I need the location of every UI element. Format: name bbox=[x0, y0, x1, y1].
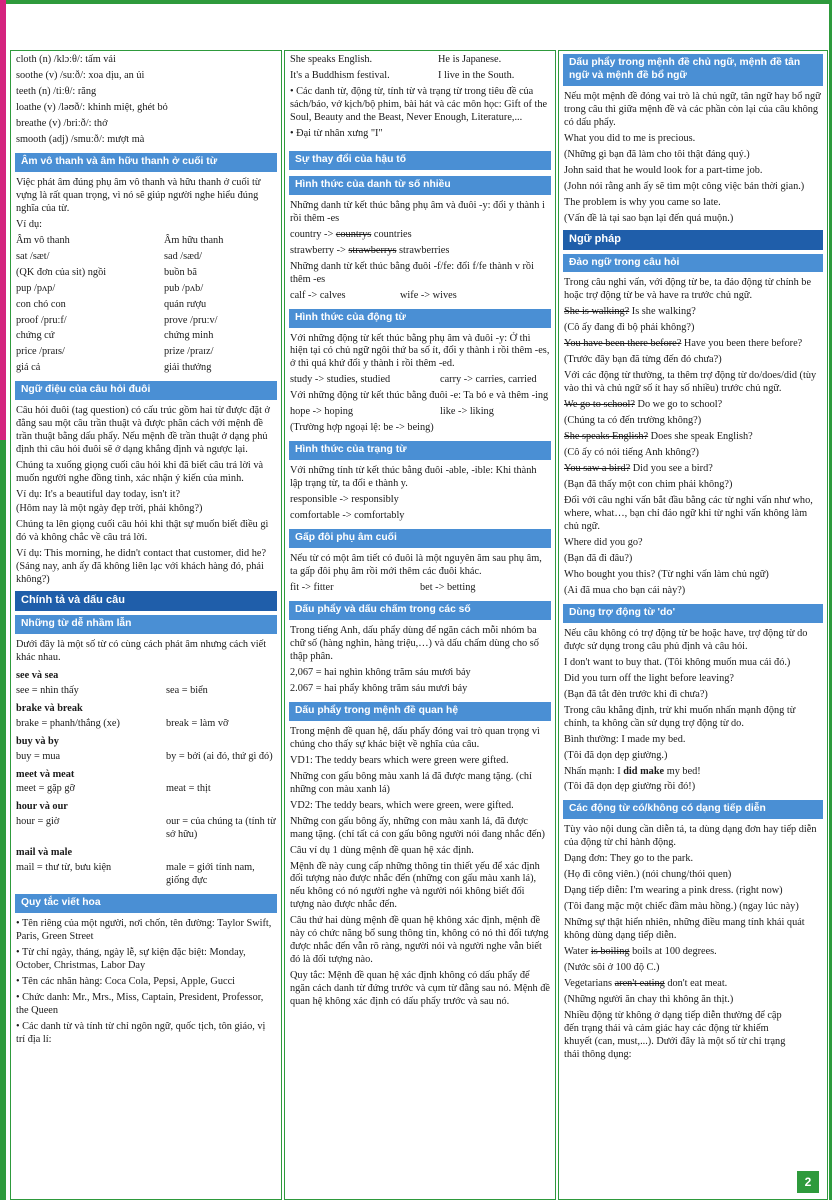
voiced-pair-row-left: (QK đơn của sit) ngồi bbox=[16, 266, 107, 278]
homophone-pair bbox=[16, 862, 276, 888]
section-heading-capitalization: Quy tắc viết hoa bbox=[15, 894, 277, 913]
section-heading-double-consonant: Gấp đôi phụ âm cuối bbox=[289, 529, 551, 548]
column-middle bbox=[284, 50, 556, 1200]
example-left: She speaks English. bbox=[290, 54, 373, 65]
vocab-item: breathe (v) /briːð/: thở bbox=[16, 117, 108, 129]
inversion-wh-examples bbox=[564, 537, 822, 598]
continuous-example-2: Vegetarians aren't eating don't eat meat. bbox=[564, 978, 728, 990]
inversion-example-1-translation: (Cô ấy đang đi bộ phải không?) bbox=[564, 322, 695, 334]
capitalization-item: • Tên riêng của một người, nơi chốn, tên đường: Taylor Swift, Paris, Green Street bbox=[16, 918, 272, 943]
voiced-pair-row-left: con chó con bbox=[16, 298, 66, 310]
voiced-pair-row bbox=[16, 299, 276, 312]
inversion-example-5: You saw a bird? Did you see a bird? bbox=[564, 463, 713, 475]
subject-clause-line: (Vấn đề là tại sao bạn lại đến quá muộn.) bbox=[564, 212, 734, 224]
subject-clause-line: (John nói rằng anh ấy sẽ tìm một công việc bán thời gian.) bbox=[564, 180, 805, 192]
continuous-example-line: (Tôi đang mặc một chiếc đầm màu hồng.) (ngay lúc này) bbox=[564, 901, 799, 913]
relative-vd2: VD2: The teddy bears, which were green, were gifted. bbox=[290, 799, 514, 811]
verb-exception: (Trường hợp ngoại lệ: be -> being) bbox=[290, 422, 434, 434]
continuous-example-line: Dạng tiếp diễn: I'm wearing a pink dress. (right now) bbox=[564, 885, 783, 897]
adverb-example-1: responsible -> responsibly bbox=[290, 494, 399, 506]
inversion-example-2: You have been there before? Have you been there before? bbox=[564, 338, 803, 350]
do-example-line: I don't want to buy that. (Tôi không muốn mua cái đó.) bbox=[564, 656, 791, 668]
section-heading-verb: Hình thức của động từ bbox=[289, 309, 551, 328]
homophone-pair bbox=[16, 816, 276, 842]
verb-rule-y: Với những động từ kết thúc bằng phụ âm và đuôi -y: Ở thì hiện tại có chủ ngữ ngôi thứ ba số ít, đổi y thành i rồi thêm -es, ở thì quá khứ đổi y thành i rồi thêm -ed. bbox=[290, 332, 550, 370]
voiced-pair-row-right: prize /praɪz/ bbox=[164, 346, 214, 358]
homophone-pair bbox=[16, 751, 276, 764]
subject-clause-line: The problem is why you came so late. bbox=[564, 196, 721, 208]
plural-rule-f: Những danh từ kết thúc bằng đuôi -f/fe: đổi f/fe thành v rồi thêm -es bbox=[290, 260, 534, 285]
subject-clause-line: (Những gì bạn đã làm cho tôi thật đáng quý.) bbox=[564, 148, 750, 160]
example-left: It's a Buddhism festival. bbox=[290, 69, 390, 81]
relative-rule: Quy tắc: Mệnh đề quan hệ xác định không có dấu phẩy để ngăn cách danh từ đứng trước và cụm từ đằng sau nó. Mệnh đề quan hệ không xác định có dấu phẩy trước và sau nó. bbox=[290, 970, 550, 1008]
top-edge-band bbox=[0, 0, 832, 4]
relative-vd2-translation: Những con gấu bông ấy, những con màu xanh lá, đã được mang tặng. (chỉ tất cả con gấu bông người nói đang nhắc đến) bbox=[290, 815, 545, 840]
tag-rising: Chúng ta lên giọng cuối câu hỏi khi thật sự muốn biết điều gì đó và không chắc về câu trả lời. bbox=[16, 519, 269, 544]
subject-clause-line: John said that he would look for a part-time job. bbox=[564, 164, 763, 176]
relative-defining: Câu ví dụ 1 dùng mệnh đề quan hệ xác định. bbox=[290, 844, 474, 856]
homophone-pair-right: break = làm vỡ bbox=[166, 717, 229, 729]
column-right bbox=[558, 50, 828, 1200]
example-label: Ví dụ: bbox=[16, 218, 43, 230]
voiced-pair-row bbox=[16, 251, 276, 264]
do-normal-translation: (Tôi đã dọn dẹp giường.) bbox=[564, 749, 668, 761]
number-example-1: 2,067 = hai nghìn không trăm sáu mươi bảy bbox=[290, 666, 471, 678]
do-emphasis-rule: Trong câu khẳng định, trừ khi muốn nhấn mạnh động từ chính, ta không cần sử dụng trợ động từ do. bbox=[564, 704, 796, 729]
homophone-pair-right: male = giới tính nam, giống đực bbox=[166, 862, 255, 887]
do-emphasis-example: Nhấn mạnh: I did make my bed! bbox=[564, 765, 701, 777]
section-heading-homophones: Những từ dễ nhầm lẫn bbox=[15, 615, 277, 634]
column-left bbox=[10, 50, 282, 1200]
inversion-rule-wh: Đối với câu nghi vấn bắt đầu bằng các từ nghi vấn như who, where, what…, bạn chỉ đảo ngữ khi từ nghi vấn không làm chủ ngữ. bbox=[564, 495, 813, 532]
page-number-badge: 2 bbox=[797, 1171, 819, 1193]
inversion-rule-be: Trong câu nghi vấn, với động từ be, ta đảo động từ chính be hoặc trợ động từ be và have ra trước chủ ngữ. bbox=[564, 277, 812, 302]
voiced-pair-row-left: Âm vô thanh bbox=[16, 234, 70, 246]
capitalization-list bbox=[16, 918, 276, 1047]
page bbox=[10, 50, 830, 1200]
do-rule: Nếu câu không có trợ động từ be hoặc have, trợ động từ do được sử dụng trong câu phủ định và câu hỏi. bbox=[564, 627, 808, 652]
section-heading-spelling: Chính tả và dấu câu bbox=[15, 591, 277, 611]
example-pair bbox=[290, 70, 550, 83]
voiced-pair-row-left: sat /sæt/ bbox=[16, 250, 50, 262]
verb-example-2: hope -> hoping like -> liking bbox=[290, 406, 494, 418]
tag-example-1-translation: (Hôm nay là một ngày đẹp trời, phải không?) bbox=[16, 503, 203, 515]
homophone-title: meet và meat bbox=[16, 768, 75, 780]
voiced-pair-row-left: pup /pʌp/ bbox=[16, 282, 56, 294]
voiced-pair-row-right: quán rượu bbox=[164, 298, 207, 310]
double-rule: Nếu từ có một âm tiết có đuôi là một nguyên âm sau phụ âm, ta gấp đôi phụ âm rồi mới thêm các đuôi khác. bbox=[290, 553, 542, 578]
section-heading-relative-clause: Dấu phẩy trong mệnh đề quan hệ bbox=[289, 702, 551, 721]
voiced-pair-row-right: chứng minh bbox=[164, 330, 214, 342]
relative-vd1: VD1: The teddy bears which were green were gifted. bbox=[290, 754, 509, 766]
do-emphasis-translation: (Tôi đã dọn dẹp giường rồi đó!) bbox=[564, 781, 696, 793]
inversion-wh-line: Where did you go? bbox=[564, 536, 643, 548]
section-heading-tag-question: Ngữ điệu của câu hỏi đuôi bbox=[15, 381, 277, 400]
section-heading-continuous: Các động từ có/không có dạng tiếp diễn bbox=[563, 800, 823, 819]
voiced-pair-row bbox=[16, 315, 276, 328]
plural-rule-y: Những danh từ kết thúc bằng phụ âm và đuôi -y: đổi y thành i rồi thêm -es bbox=[290, 199, 545, 224]
homophone-pair-right: meat = thịt bbox=[166, 783, 211, 795]
homophone-pair bbox=[16, 685, 276, 698]
inversion-wh-line: (Bạn đã đi đâu?) bbox=[564, 552, 633, 564]
voiced-pair-row bbox=[16, 330, 276, 343]
subject-clause-line: What you did to me is precious. bbox=[564, 132, 696, 144]
homophone-pair-left: brake = phanh/thắng (xe) bbox=[16, 717, 120, 729]
voiced-pair-row-right: giải thưởng bbox=[164, 362, 212, 374]
left-edge-pink-band bbox=[0, 0, 6, 440]
verb-rule-e: Với những động từ kết thúc bằng đuôi -e: Ta bỏ e và thêm -ing bbox=[290, 390, 549, 402]
voiced-pairs-table bbox=[16, 235, 276, 376]
homophone-title: mail và male bbox=[16, 847, 73, 859]
voiced-intro: Việc phát âm đúng phụ âm vô thanh và hữu thanh ở cuối từ vựng là rất quan trọng, vì nó sẽ giúp người nghe hiểu đúng nghĩa của từ. bbox=[16, 176, 261, 214]
adverb-example-2: comfortable -> comfortably bbox=[290, 510, 405, 522]
inversion-example-2-translation: (Trước đây bạn đã từng đến đó chưa?) bbox=[564, 354, 722, 366]
relative-intro: Trong mệnh đề quan hệ, dấu phẩy đóng vai trò quan trọng vì chúng cho thấy sự khác biệt về nghĩa của câu. bbox=[290, 725, 540, 750]
voiced-pair-row-right: buồn bã bbox=[164, 266, 197, 278]
inversion-example-4: She speaks English? Does she speak English? bbox=[564, 431, 753, 443]
inversion-wh-line: (Ai đã mua cho bạn cái này?) bbox=[564, 584, 686, 596]
vocab-item: loathe (v) /ləʊð/: khinh miệt, ghét bỏ bbox=[16, 101, 168, 113]
homophone-title: see và sea bbox=[16, 669, 59, 681]
section-heading-inversion: Đảo ngữ trong câu hỏi bbox=[563, 254, 823, 273]
example-right: He is Japanese. bbox=[438, 54, 502, 65]
capitalization-item: • Tên các nhãn hàng: Coca Cola, Pepsi, Apple, Gucci bbox=[16, 976, 236, 988]
section-heading-grammar: Ngữ pháp bbox=[563, 230, 823, 250]
inversion-example-3-translation: (Chúng ta có đến trường không?) bbox=[564, 415, 702, 427]
voiced-pair-row-left: proof /pruːf/ bbox=[16, 314, 67, 326]
left-edge-green-band bbox=[0, 440, 6, 1200]
number-example-2: 2.067 = hai phẩy không trăm sáu mươi bảy bbox=[290, 682, 468, 694]
inversion-example-5-translation: (Bạn đã thấy một con chim phải không?) bbox=[564, 479, 733, 491]
section-heading-do: Dùng trợ động từ 'do' bbox=[563, 604, 823, 623]
relative-nondefining: Câu thứ hai dùng mệnh đề quan hệ không xác định, mệnh đề này có chức năng bổ sung thông tin, không có nó thì đối tượng được nhắc đến vẫn rõ ràng, người nói và người nghe vẫn biết đó là đối tượng nào. bbox=[290, 915, 549, 966]
subject-clause-examples bbox=[564, 133, 822, 226]
section-heading-plural: Hình thức của danh từ số nhiều bbox=[289, 176, 551, 195]
title-rule-bullet: • Các danh từ, động từ, tính từ và trạng từ trong tiêu đề của sách/báo, vở kịch/bộ phim, bài hát và các môn học: Gift of the Soul, Beauty and the Beast, Never Enough, Literature,... bbox=[290, 85, 548, 123]
capitalization-item: • Từ chỉ ngày, tháng, ngày lễ, sự kiện đặc biệt: Monday, October, Christmas, Labor Day bbox=[16, 947, 246, 972]
voiced-pair-row bbox=[16, 235, 276, 248]
tag-example-2: Ví dụ: This morning, he didn't contact that customer, did he? (Sáng nay, anh ấy đã không liên lạc với khách hàng đó, phải không?) bbox=[16, 548, 267, 585]
do-example-line: Did you turn off the light before leaving? bbox=[564, 672, 734, 684]
do-example-line: (Bạn đã tắt đèn trước khi đi chưa?) bbox=[564, 688, 708, 700]
homophone-pair-left: meet = gặp gỡ bbox=[16, 783, 76, 795]
homophone-title: hour và our bbox=[16, 801, 68, 813]
tag-example-1: Ví dụ: It's a beautiful day today, isn't it? bbox=[16, 489, 181, 501]
homophone-title: brake và break bbox=[16, 702, 83, 714]
voiced-pair-row-left: chứng cứ bbox=[16, 330, 55, 342]
vocab-item: teeth (n) /tiːθ/: răng bbox=[16, 85, 97, 97]
homophone-pair-left: buy = mua bbox=[16, 750, 61, 762]
voiced-pair-row-left: price /praɪs/ bbox=[16, 346, 65, 358]
homophone-pair-left: mail = thư từ, bưu kiện bbox=[16, 862, 112, 874]
section-heading-voiced: Âm vô thanh và âm hữu thanh ở cuối từ bbox=[15, 153, 277, 172]
voiced-pair-row-right: pub /pʌb/ bbox=[164, 282, 204, 294]
voiced-pair-row-right: sad /sæd/ bbox=[164, 250, 203, 262]
continuous-example-2-translation: (Những người ăn chay thì không ăn thịt.) bbox=[564, 994, 734, 1006]
continuous-examples bbox=[564, 853, 822, 914]
inversion-rule-do: Với các động từ thường, ta thêm trợ động từ do/does/did (tùy vào thì và chủ ngữ số ít hay số nhiều) trước chủ ngữ. bbox=[564, 370, 817, 395]
example-pair bbox=[290, 54, 550, 67]
homophone-pair-left: see = nhìn thấy bbox=[16, 684, 79, 696]
example-right: I live in the South. bbox=[438, 69, 515, 81]
plural-example-1: country -> countrys countries bbox=[290, 228, 412, 240]
pronoun-rule-bullet: • Đại từ nhân xưng "I" bbox=[290, 127, 383, 139]
tag-falling: Chúng ta xuống giọng cuối câu hỏi khi đã biết câu trả lời và muốn người nghe đồng tình, xác nhận ý kiến của mình. bbox=[16, 460, 264, 485]
relative-vd1-translation: Những con gấu bông màu xanh lá đã được mang tặng. (chỉ những con màu xanh lá) bbox=[290, 770, 532, 795]
tag-intro: Câu hỏi đuôi (tag question) có cấu trúc gồm hai từ được đặt ở đằng sau một câu trần thuật và được phân cách với mệnh đề trần thuật bằng dấu phẩy. Nếu mệnh đề trần thuật ở dạng phủ định thì câu hỏi đuôi sẽ ở dạng khẳng định và ngược lại. bbox=[16, 405, 270, 456]
section-heading-subject-clause: Dấu phẩy trong mệnh đề chủ ngữ, mệnh đề tân ngữ và mệnh đề bổ ngữ bbox=[563, 54, 823, 86]
continuous-example-1: Water is boiling boils at 100 degrees. bbox=[564, 946, 717, 958]
double-example: fit -> fitter bet -> betting bbox=[290, 582, 476, 594]
inversion-example-3: We go to school? Do we go to school? bbox=[564, 399, 723, 411]
section-heading-adverb: Hình thức của trạng từ bbox=[289, 441, 551, 460]
voiced-pair-row-left: giá cả bbox=[16, 362, 41, 374]
capitalization-item: • Các danh từ và tính từ chỉ ngôn ngữ, quốc tịch, tôn giáo, vị trí địa lí: bbox=[16, 1021, 266, 1045]
homophone-pair-left: hour = giờ bbox=[16, 816, 60, 828]
homophone-pair-right: our = của chúng ta (tính từ sở hữu) bbox=[166, 816, 276, 841]
continuous-intro: Tùy vào nội dung cần diễn tả, ta dùng dạng đơn hay tiếp diễn của động từ chỉ hành động. bbox=[564, 824, 817, 849]
relative-defining-explain: Mệnh đề này cung cấp những thông tin thiết yếu để xác định đối tượng nào được nhắc đến (những con gấu màu xanh lá), nếu không có nó người nghe và người nói không biết đối tượng nào được nhắc đến. bbox=[290, 860, 540, 911]
homophone-pair-right: sea = biển bbox=[166, 684, 208, 696]
homophone-pair-right: by = bởi (ai đó, thứ gì đó) bbox=[166, 750, 273, 762]
homophone-pair bbox=[16, 718, 276, 731]
homophone-pair bbox=[16, 783, 276, 796]
voiced-pair-row bbox=[16, 267, 276, 280]
stative-verbs-intro: Nhiều động từ không ở dạng tiếp diễn thường để cập đến trạng thái và cảm giác hay các động từ khiếm khuyết (can, must,...). Dưới đây là một số từ chỉ trạng thái thông dụng: bbox=[564, 1010, 786, 1060]
homophones-intro: Dưới đây là một số từ có cùng cách phát âm nhưng cách viết khác nhau. bbox=[16, 638, 267, 663]
section-heading-suffix: Sự thay đổi của hậu tố bbox=[289, 151, 551, 170]
voiced-pair-row-right: Âm hữu thanh bbox=[164, 234, 224, 246]
verb-example-1: study -> studies, studied carry -> carries, carried bbox=[290, 374, 537, 386]
voiced-pair-row bbox=[16, 346, 276, 359]
voiced-pair-row bbox=[16, 362, 276, 375]
voiced-pair-row-right: prove /pruːv/ bbox=[164, 314, 218, 326]
inversion-example-4-translation: (Cô ấy có nói tiếng Anh không?) bbox=[564, 447, 699, 459]
continuous-truth-rule: Những sự thật hiển nhiên, những điều mang tính khái quát không dùng dạng tiếp diễn. bbox=[564, 917, 805, 942]
section-heading-number-commas: Dấu phẩy và dấu chấm trong các số bbox=[289, 601, 551, 620]
number-comma-rule: Trong tiếng Anh, dấu phẩy dùng để ngăn cách mỗi nhóm ba chữ số (hàng nghìn, hàng triệu,…) và dấu chấm dùng cho số thập phân. bbox=[290, 624, 539, 662]
voiced-pair-row bbox=[16, 283, 276, 296]
inversion-example-1: She is walking? Is she walking? bbox=[564, 306, 696, 318]
homophones-list bbox=[16, 670, 276, 889]
vocab-item: cloth (n) /klɔːθ/: tấm vải bbox=[16, 54, 116, 65]
inversion-wh-line: Who bought you this? (Từ nghi vấn làm chủ ngữ) bbox=[564, 568, 769, 580]
plural-example-2: strawberry -> strawberrys strawberries bbox=[290, 244, 450, 256]
continuous-example-line: (Họ đi công viên.) (nói chung/thói quen) bbox=[564, 869, 732, 881]
continuous-example-1-translation: (Nước sôi ở 100 độ C.) bbox=[564, 962, 660, 974]
homophone-title: buy và by bbox=[16, 735, 59, 747]
capitalization-item: • Chức danh: Mr., Mrs., Miss, Captain, President, Professor, the Queen bbox=[16, 992, 264, 1017]
vocab-list bbox=[16, 54, 276, 147]
vocab-item: smooth (adj) /smuːð/: mượt mà bbox=[16, 133, 145, 145]
do-examples bbox=[564, 657, 822, 702]
vocab-item: soothe (v) /suːð/: xoa dịu, an ủi bbox=[16, 69, 145, 81]
subject-clause-rule: Nếu một mệnh đề đóng vai trò là chủ ngữ, tân ngữ hay bổ ngữ trong câu thì giữa mệnh đề và các phần còn lại của câu không có dấu phẩy. bbox=[564, 90, 821, 128]
plural-example-3: calf -> calves wife -> wives bbox=[290, 289, 457, 301]
continuous-example-line: Dạng đơn: They go to the park. bbox=[564, 853, 694, 865]
adverb-rule: Với những tính từ kết thúc bằng đuôi -able, -ible: Khi thành lập trạng từ, ta đổi e thành y. bbox=[290, 465, 537, 490]
do-normal-example: Bình thường: I made my bed. bbox=[564, 733, 686, 745]
